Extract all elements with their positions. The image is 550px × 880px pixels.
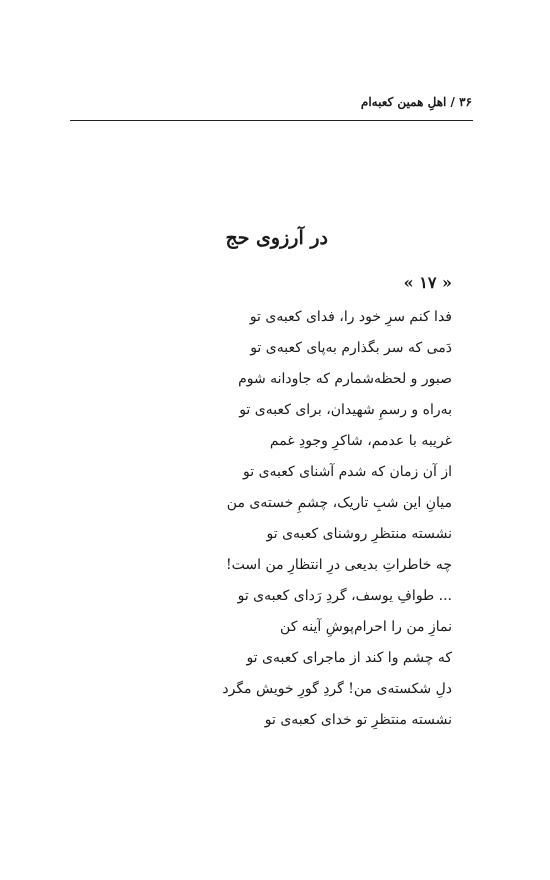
poem-number: « ۱۷ »: [403, 273, 452, 292]
running-head: ۳۶ / اهلِ همین کعبه‌ام: [360, 95, 472, 109]
poem-line: به‌راه و رسمِ شهیدان، برای کعبه‌ی تو: [239, 402, 452, 418]
poem-line: میانِ این شبِ تاریک، چشمِ خسته‌ی من: [226, 495, 452, 511]
poem-lines: [192, 302, 452, 736]
poem-line: صبور و لحظه‌شمارم که جاودانه شوم: [238, 371, 452, 387]
poem-line: که چشم وا کند از ماجرای کعبه‌ی تو: [246, 650, 452, 666]
header-rule: [70, 120, 473, 121]
poem-line: نشسته منتظرِ روشنای کعبه‌ی تو: [266, 526, 452, 542]
poem-line: فدا کنم سرِ خود را، فدای کعبه‌ی تو: [249, 309, 452, 325]
poem-line: چه خاطراتِ بدیعی درِ انتظارِ من است!: [226, 557, 452, 573]
poem-title: در آرزوی حج: [225, 227, 328, 249]
poem-line: از آن زمان که شدم آشنای کعبه‌ی تو: [242, 464, 452, 480]
poem-line: ... طوافِ یوسف، گردِ رَدای کعبه‌ی تو: [237, 588, 452, 604]
poem-line: نمازِ من را احرام‌پوشِ آینه کن: [280, 619, 452, 635]
poem-line: دلِ شکسته‌ی من! گردِ گورِ خویش مگرد: [222, 681, 452, 697]
poem-line: غریبه با عدمم، شاکرِ وجودِ غمم: [269, 433, 452, 449]
poem-line: نشسته منتظرِ تو خدای کعبه‌ی تو: [264, 712, 452, 728]
poem-line: دَمی که سر بگذارم به‌پای کعبه‌ی تو: [250, 340, 452, 356]
